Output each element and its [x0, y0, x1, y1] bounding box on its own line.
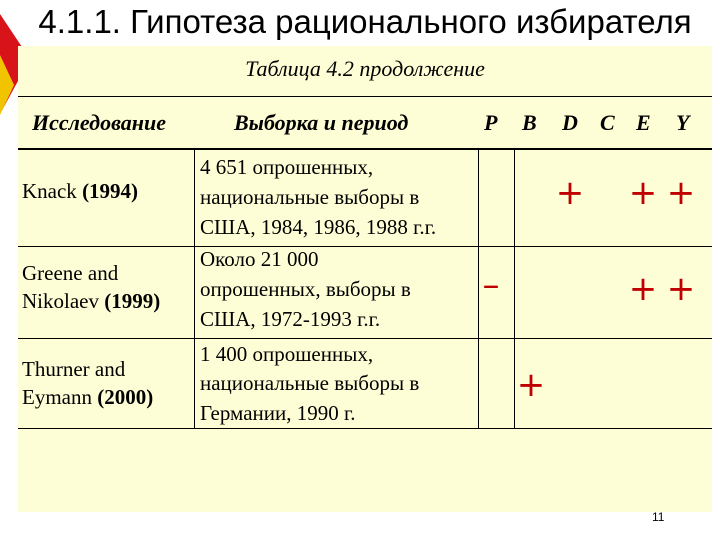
header-P: P: [484, 110, 498, 135]
header-Y: Y: [676, 110, 690, 135]
row3-author-line1: Thurner and: [22, 357, 126, 381]
row2-mark-Y: +: [666, 269, 696, 309]
row2-study-line2: [22, 286, 160, 316]
slide-title: 4.1.1. Гипотеза рационального избирателя: [38, 3, 692, 40]
row3-study-line2: [22, 382, 153, 412]
row1-sample-line3: США, 1984, 1986, 1988 г.г.: [200, 215, 437, 239]
row3-year: (2000): [97, 385, 154, 409]
header-B: B: [522, 110, 537, 135]
row1-mark-D: +: [555, 173, 585, 213]
row2-sample-line2: опрошенных, выборы в: [200, 277, 411, 301]
row1-sample-line2: национальные выборы в: [200, 185, 420, 209]
row1-year: (1994): [82, 179, 139, 203]
header-sample-period: Выборка и период: [234, 110, 409, 135]
column-divider: [194, 148, 195, 428]
table-top-border: [18, 96, 712, 97]
row2-author-line2: Nikolaev: [22, 289, 99, 313]
content-panel: [18, 46, 712, 512]
row-divider: [18, 246, 712, 247]
table-bottom-border: [18, 428, 712, 429]
page-number: 11: [652, 510, 665, 524]
row2-sample-line3: США, 1972-1993 г.г.: [200, 307, 381, 331]
column-divider: [514, 148, 515, 428]
header-D: D: [562, 110, 578, 135]
row3-sample-line3: Германии, 1990 г.: [200, 401, 356, 425]
header-divider: [18, 148, 712, 150]
row1-study: [22, 176, 138, 206]
row3-sample-line2: национальные выборы в: [200, 371, 420, 395]
row1-mark-Y: +: [666, 173, 696, 213]
row1-author: Knack: [22, 179, 77, 203]
row2-mark-E: +: [628, 269, 658, 309]
row3-sample-line1: 1 400 опрошенных,: [200, 342, 374, 366]
header-E: E: [636, 110, 651, 135]
table-caption: Таблица 4.2 продолжение: [245, 56, 485, 81]
row3-author-line2: Eymann: [22, 385, 92, 409]
header-C: C: [600, 110, 615, 135]
row2-mark-P: –: [482, 265, 500, 305]
row2-year: (1999): [104, 289, 161, 313]
row1-mark-E: +: [628, 173, 658, 213]
row3-mark-B: +: [516, 365, 546, 405]
header-study: Исследование: [32, 110, 166, 135]
row1-sample-line1: 4 651 опрошенных,: [200, 155, 374, 179]
row2-author-line1: Greene and: [22, 261, 119, 285]
row2-sample-line1: Около 21 000: [200, 247, 319, 271]
